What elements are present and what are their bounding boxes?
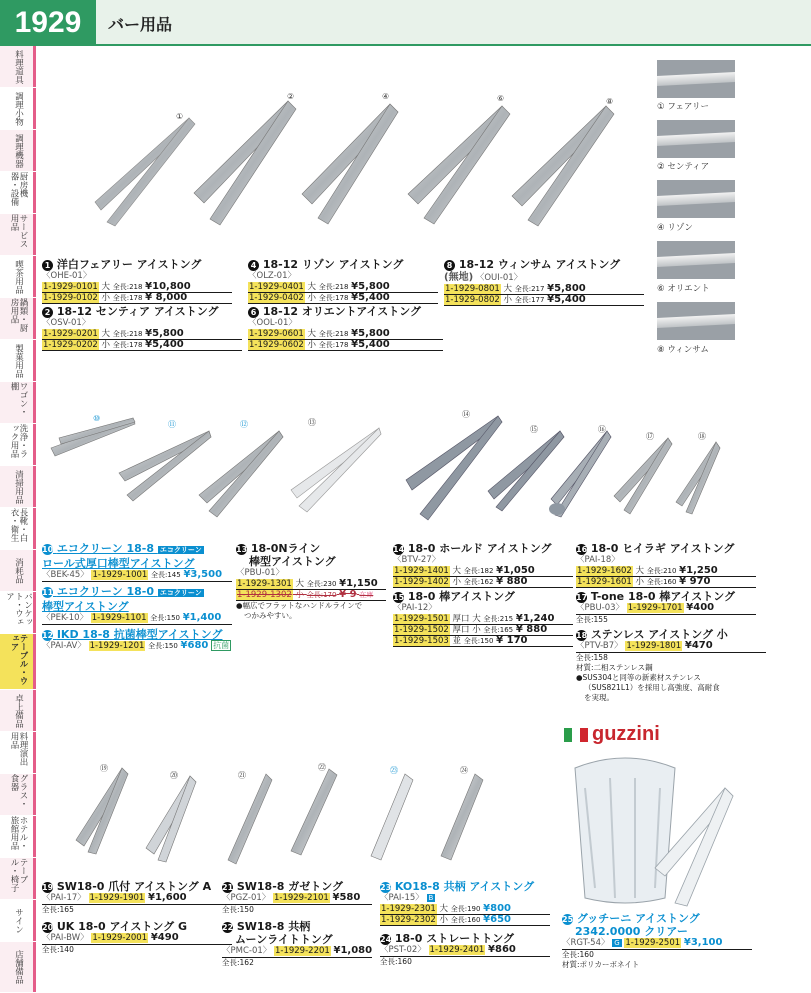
price-row: 〈RGT-54〉 G 1-1929-2501 ¥3,100 [562,938,752,950]
item-number: 24 [380,934,392,944]
tong-label: ⑭ [462,410,470,419]
side-tab[interactable]: 洗浄・ラック用品 [0,424,36,466]
price-row: 1-1929-1503 並 全長:150 ¥ 170 [393,636,573,647]
product-spec: 全長:162 [222,958,254,967]
product-subname: 2342.0000 クリアー [575,925,688,938]
product-code: 〈PAI-15〉 [380,893,424,903]
product-11 [42,585,232,625]
item-number: 4 [248,260,259,271]
product-spec: 全長:140 [42,945,74,954]
product-10 [42,542,232,582]
price-row: 1-1929-2302 小 全長:160 ¥650 [380,915,550,926]
product-code: 〈PAI-12〉 [393,603,437,613]
tong-image-24 [435,770,485,865]
side-tab[interactable]: 製菓用品 [0,340,36,382]
product-note: ●幅広でフラットなハンドルラインで [236,601,363,610]
product-name: SW18-8 ガゼトング [236,880,344,893]
product-name: KO18-8 共柄 アイストング [394,880,535,893]
product-spec: 全長:160 [562,950,594,959]
price-row: 1-1929-1401 大 全長:182 ¥1,050 [393,566,573,577]
handle-thumb-6 [657,241,735,279]
item-number: 14 [393,544,405,554]
product-code: 〈OUI-01〉 [475,273,523,283]
product-14 [393,542,573,588]
product-name: 18-0 棒アイストング [407,590,515,603]
tong-image-19 [68,762,133,862]
side-tab[interactable]: 長靴・白衣・衛生 [0,508,36,550]
tong-image-20 [140,770,200,870]
side-tab[interactable]: テーブル・椅子 [0,858,36,900]
price-row: 〈PMC-01〉 1-1929-2201 ¥1,080 [222,945,373,956]
handle-thumb-1 [657,60,735,98]
tong-label: ⑰ [646,432,654,441]
price-row: 〈PGZ-01〉 1-1929-2101 ¥580 [222,893,372,905]
product-subname: ロール式厚口棒型アイストング [42,557,195,570]
product-4 [248,258,438,304]
product-name: 18-12 ウィンサム アイストング [458,258,621,271]
product-name: ステンレス アイストング 小 [590,628,728,641]
product-note: を実現。 [584,693,614,702]
item-number: 22 [222,922,234,932]
product-16 [576,542,756,588]
thumb-label: ⑧ ウィンサム [657,345,709,355]
handle-thumb-4 [657,180,735,218]
price-row: 1-1929-0602 小 全長:178 ¥5,400 [248,340,443,351]
item-number: 8 [444,260,455,271]
eco-badge: エコクリーン [159,546,202,554]
price-row: 1-1929-0601 大 全長:218 ¥5,800 [248,329,443,340]
item-number: 1 [42,260,53,271]
product-21 [222,880,372,915]
product-17 [576,590,756,625]
product-subname: ムーンライトトング [235,933,333,946]
item-number: 20 [42,922,54,932]
product-name: T-one 18-0 棒アイストング [590,590,736,603]
guzzini-logo: guzzini [592,723,660,745]
tong-image-16 [545,425,615,520]
side-tab-active[interactable]: テーブル・ウェア [0,634,36,690]
side-tab[interactable]: 卓上備品 [0,690,36,732]
antibacterial-badge: 抗菌 [213,641,230,650]
side-tab[interactable]: バンケット・ウェア [0,592,36,634]
product-8 [444,258,644,306]
product-code: 〈OOL-01〉 [248,318,297,328]
tong-image-12 [195,425,285,520]
handle-thumb-2 [657,120,735,158]
tong-label: ⑩ [93,414,101,423]
price-row: 〈PAI-AV〉 1-1929-1201 全長:150 ¥680 抗菌 [42,640,230,651]
eco-badge: エコクリーン [159,589,202,597]
tong-image-2 [180,95,300,230]
tong-label: ㉒ [318,763,326,772]
tong-label: ④ [382,92,390,101]
product-spec: 全長:160 [380,957,412,966]
product-12 [42,628,252,652]
tong-label: ② [287,92,295,101]
item-number: 15 [393,592,405,602]
side-tab[interactable]: 消耗品 [0,550,36,592]
product-name: SW18-8 共柄 [236,920,311,933]
price-row: 1-1929-1602 大 全長:210 ¥1,250 [576,566,756,577]
price-row: 1-1929-1302 小 全長:170 ¥ 9 在庫 [236,590,386,601]
product-note: （SUS821L1）を採用し高強度、高耐食 [584,683,720,692]
catalog-badge: G [614,939,620,947]
side-tab[interactable]: 清掃用品 [0,466,36,508]
product-name: 18-12 リゾン アイストング [262,258,404,271]
side-tab[interactable]: グラス・食器 [0,774,36,816]
product-code: 〈PBU-01〉 [236,568,285,578]
item-number: 25 [562,914,574,924]
side-tab[interactable]: 鍋類・厨房用品 [0,298,36,340]
ice-bucket-image [565,748,740,908]
product-20 [42,920,232,955]
product-15 [393,590,573,647]
item-number: 18 [576,630,588,640]
product-name: 18-0Nライン [250,542,321,555]
product-23 [380,880,550,926]
handle-thumb-8 [657,302,735,340]
price-row: 1-1929-1502 厚口 小 全長:165 ¥ 880 [393,625,573,636]
product-note: ●SUS304と同等の新素材ステンレス [576,673,701,682]
price-row: 〈PST-02〉 1-1929-2401 ¥860 [380,945,550,957]
product-19 [42,880,232,915]
price-row: 1-1929-0801 大 全長:217 ¥5,800 [444,284,644,295]
product-code: 〈PAI-18〉 [576,555,620,565]
side-tab[interactable]: 店舗備品 [0,942,36,993]
tong-image-4 [290,98,405,228]
product-24 [380,932,550,967]
product-subname: 棒型アイストング [249,555,336,568]
product-name: グッチーニ アイストング [576,912,700,925]
product-name: 18-0 ホールド アイストング [407,542,552,555]
stock-tag: 在庫 [359,591,374,599]
item-number: 11 [42,587,54,597]
product-spec: 全長:155 [576,615,608,624]
product-name: SW18-0 爪付 アイストング A [56,880,212,893]
product-name: 18-12 オリエントアイストング [262,305,421,318]
tong-label: ㉑ [238,771,246,780]
tong-image-22 [285,765,340,860]
tong-label: ⑧ [606,97,614,106]
price-row: 1-1929-0402 小 全長:178 ¥5,400 [248,293,438,304]
price-row: 1-1929-0802 小 全長:177 ¥5,400 [444,295,644,306]
price-row: 〈PBU-03〉 1-1929-1701 ¥400 [576,603,756,615]
product-name: 洋白フェアリー アイストング [56,258,202,271]
thumb-label: ⑥ オリエント [657,284,710,294]
side-tab[interactable]: 厨房機器・設備 [0,172,36,214]
product-subname: (無地) [444,272,474,283]
tong-image-13 [285,420,385,515]
price-row: 1-1929-1501 厚口 大 全長:215 ¥1,240 [393,614,573,625]
item-number: 16 [576,544,588,554]
price-row: 1-1929-1301 大 全長:230 ¥1,150 [236,579,386,590]
thumb-label: ④ リゾン [657,223,693,233]
product-spec: 全長:165 [42,905,74,914]
product-subname: 棒型アイストング [42,600,129,613]
product-code: 〈BTV-27〉 [393,555,441,565]
product-2 [42,305,242,351]
price-row: 1-1929-0101 大 全長:218 ¥10,800 [42,282,232,293]
item-number: 21 [222,882,234,892]
tong-label: ⑬ [308,418,316,427]
tong-label: ⑪ [168,420,176,429]
product-code: 〈OHE-01〉 [42,271,92,281]
catalog-badge: B [428,894,434,902]
item-number: 17 [576,592,588,602]
price-row: 1-1929-0202 小 全長:178 ¥5,400 [42,340,242,351]
price-row: 〈PAI-17〉 1-1929-1901 ¥1,600 [42,893,232,905]
side-tab[interactable]: ワゴン・棚 [0,382,36,424]
side-tab[interactable]: サービス用品 [0,214,36,256]
price-row: 1-1929-1601 小 全長:160 ¥ 970 [576,577,756,588]
price-row: 〈BEK-45〉 1-1929-1001 全長:145 ¥3,500 [42,570,232,582]
product-18 [576,628,766,703]
product-name: 18-12 センティア アイストング [56,305,219,318]
tong-label: ⑯ [598,425,606,434]
product-name: UK 18-0 アイストング G [56,920,188,933]
price-row: 1-1929-2301 大 全長:190 ¥800 [380,904,550,915]
thumb-label: ① フェアリー [657,102,710,112]
product-name: IKD 18-8 抗菌棒型アイストング [56,628,223,641]
side-tab[interactable]: 調理小物 [0,88,36,130]
product-spec: 材質:ポリカーボネイト [562,960,640,969]
side-tab[interactable]: 料理道具 [0,46,36,88]
price-row: 1-1929-1402 小 全長:162 ¥ 880 [393,577,573,588]
product-22 [222,920,372,968]
price-row: 〈PEK-10〉 1-1929-1101 全長:150 ¥1,400 [42,613,232,625]
item-number: 10 [42,544,54,554]
price-row: 〈PAI-BW〉 1-1929-2001 ¥490 [42,933,232,945]
price-row: 〈PTV-B7〉 1-1929-1801 ¥470 [576,641,766,653]
tong-label: ① [176,112,184,121]
italy-flag-icon [564,728,588,742]
tong-label: ⑮ [530,425,538,434]
tong-label: ⑥ [497,94,505,103]
product-spec: 全長:158 [576,653,608,662]
side-tab[interactable]: サイン [0,900,36,942]
item-number: 13 [236,544,248,554]
product-name: 18-0 ヒイラギ アイストング [590,542,735,555]
side-tab[interactable]: 喫茶用品 [0,256,36,298]
tong-label: ㉓ [390,766,398,775]
product-code: 〈OLZ-01〉 [248,271,296,281]
item-number: 23 [380,882,392,892]
tong-label: ⑲ [100,764,108,773]
price-row: 1-1929-0401 大 全長:218 ¥5,800 [248,282,438,293]
item-number: 12 [42,630,54,640]
tong-label: ⑫ [240,420,248,429]
product-25 [562,912,752,970]
tong-image-23 [365,770,415,865]
product-name: 18-0 ストレートトング [394,932,514,945]
header-rule [0,44,811,46]
page-title: バー用品 [108,15,173,34]
tong-image-21 [220,770,275,870]
product-name: エコクリーン 18-8 [56,542,154,555]
product-spec: 材質:二相ステンレス鋼 [576,663,653,672]
side-index [0,46,36,993]
product-13 [236,542,386,621]
side-tab[interactable]: 調理機器 [0,130,36,172]
price-row: 1-1929-0201 大 全長:218 ¥5,800 [42,329,242,340]
product-code: 〈OSV-01〉 [42,318,91,328]
product-1 [42,258,232,304]
tong-image-8 [500,100,620,230]
product-spec: 全長:150 [222,905,254,914]
item-number: 19 [42,882,54,892]
tong-image-18 [672,438,722,518]
tong-label: ⑱ [698,432,706,441]
side-tab[interactable]: 料理演出用品 [0,732,36,774]
product-name: エコクリーン 18-0 [56,585,154,598]
product-6 [248,305,443,351]
side-tab[interactable]: ホテル・旅館用品 [0,816,36,858]
thumb-label: ② センティア [657,162,710,172]
tong-image-17 [610,432,675,517]
price-row: 1-1929-0102 小 全長:178 ¥ 8,000 [42,293,232,304]
item-number: 6 [248,307,259,318]
tong-image-6 [398,100,513,230]
page-number: 1929 [0,0,96,46]
item-number: 2 [42,307,53,318]
product-note: つかみやすい。 [244,611,297,620]
tong-label: ㉔ [460,766,468,775]
tong-label: ⑳ [170,771,178,780]
